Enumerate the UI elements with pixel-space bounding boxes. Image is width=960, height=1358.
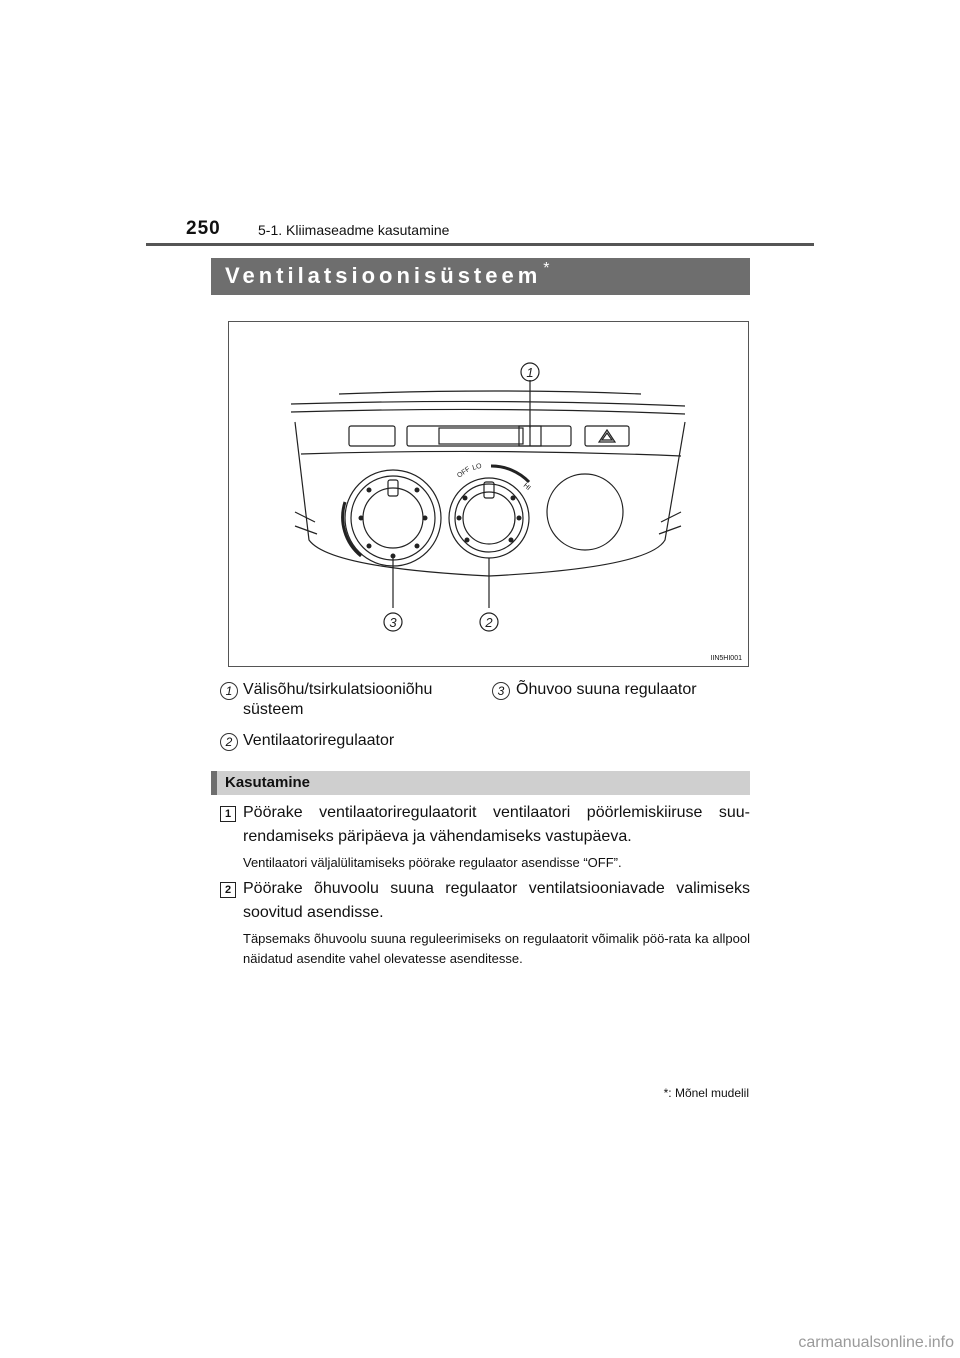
- footnote-asterisk: *: [663, 1086, 669, 1100]
- step-1-number: 1: [220, 806, 236, 822]
- subsection-title: Kasutamine: [225, 774, 311, 791]
- callout-1-line2: süsteem: [243, 701, 304, 718]
- subsection-bar: [211, 771, 750, 795]
- panel-top-edge-2: [291, 409, 685, 414]
- footnote-text: : Mõnel mudelil: [668, 1086, 749, 1100]
- figure-code: IIN5HI001: [710, 655, 742, 662]
- subsection-accent: [211, 771, 217, 795]
- switch-strip: [407, 426, 571, 446]
- control-panel-illustration: [229, 322, 748, 666]
- airflow-dial-knob: [363, 488, 423, 548]
- left-switch-blank: [349, 426, 395, 446]
- callout-2-number: 2: [220, 733, 238, 751]
- blank-circle-cover: [547, 474, 623, 550]
- callout-3-number: 3: [492, 682, 510, 700]
- switch-strip-inner: [439, 428, 523, 444]
- marker-1-label: 1: [526, 365, 534, 380]
- callout-1-line1: Välisõhu/tsirkulatsiooniõhu: [243, 681, 433, 698]
- fan-speed-arc: [491, 466, 529, 482]
- top-trim-line: [339, 391, 641, 394]
- fan-label-lo: LO: [471, 462, 483, 472]
- step-2-note: Täpsemaks õhuvoolu suuna reguleerimiseks on regulaatorit võimalik pöö-rata ka allpool näidatud asendite vahel olevatesse asenditesse.: [243, 931, 750, 966]
- step-1-note: Ventilaatori väljalülitamiseks pöörake regulaator asendisse “OFF”.: [243, 855, 622, 870]
- footnote: [664, 1086, 749, 1100]
- page-title-text: Ventilatsioonisüsteem: [225, 263, 542, 288]
- watermark: carmanualsonline.info: [798, 1334, 954, 1351]
- callout-1-text: [243, 680, 432, 720]
- fan-label-off: OFF: [456, 465, 472, 480]
- fan-label-hi: HI: [521, 482, 532, 493]
- panel-divider: [301, 451, 681, 456]
- step-1-text: Pöörake ventilaatoriregulaatorit ventilaatori pöörlemiskiiruse suu-rendamiseks päripäeva ja vähendamiseks vastupäeva.: [243, 804, 750, 845]
- header-rule: [146, 243, 814, 246]
- marker-3-label: 3: [389, 615, 397, 630]
- marker-2-label: 2: [485, 615, 493, 630]
- step-2-text: Pöörake õhuvoolu suuna regulaator ventilatsiooniavade valimiseks soovitud asendisse.: [243, 880, 750, 921]
- fan-dial-ring: [455, 484, 523, 552]
- fan-dial-knob: [463, 492, 515, 544]
- page-number: 250: [186, 218, 221, 239]
- panel-top-edge: [291, 401, 685, 406]
- step-2-number: 2: [220, 882, 236, 898]
- callout-3-text: Õhuvoo suuna regulaator: [516, 681, 697, 698]
- callout-1-number: 1: [220, 682, 238, 700]
- title-asterisk: *: [543, 260, 550, 277]
- section-reference: 5-1. Kliimaseadme kasutamine: [258, 222, 450, 238]
- callout-2-text: Ventilaatoriregulaator: [243, 732, 395, 749]
- hazard-icon: [599, 430, 615, 442]
- page-title: [225, 260, 550, 289]
- panel-outline: [295, 422, 685, 576]
- title-bar: [211, 258, 750, 295]
- ventilation-control-figure: [228, 321, 749, 667]
